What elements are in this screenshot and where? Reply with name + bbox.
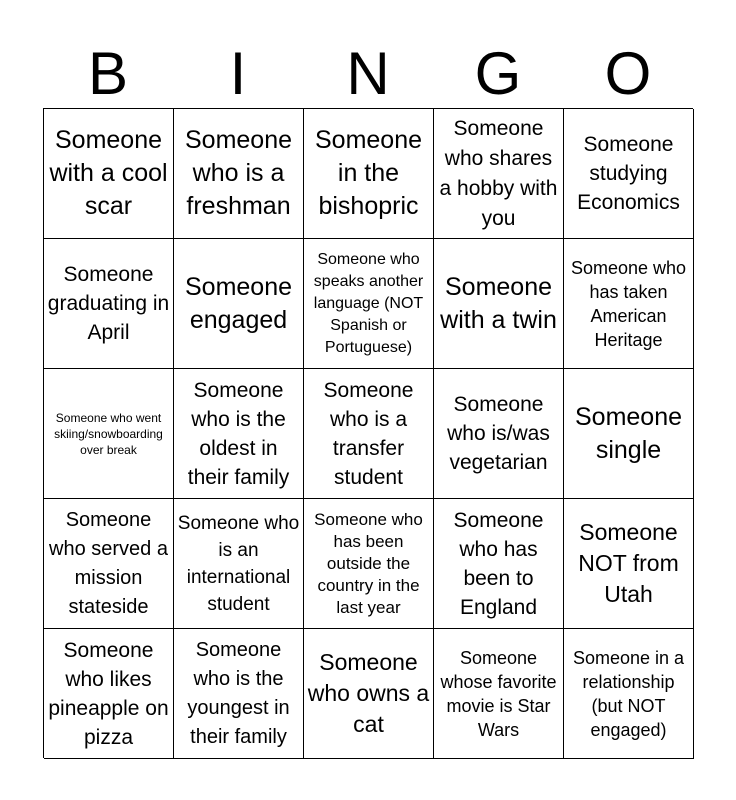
header-letter-o: O	[604, 40, 652, 107]
header-letter-i: I	[229, 40, 247, 107]
cell-text: Someone studying Economics	[577, 133, 680, 214]
cell-text: Someone who is a transfer student	[323, 378, 414, 489]
cell-text: Someone who has been outside the country in the last year	[314, 509, 423, 617]
bingo-cell-r3c1[interactable]	[44, 369, 174, 499]
cell-text: Someone graduating in April	[47, 263, 170, 344]
cell-text: Someone engaged	[184, 272, 293, 334]
bingo-cell-r1c1[interactable]	[44, 109, 174, 239]
cell-text: Someone who is the oldest in their family	[187, 378, 290, 489]
bingo-cell-r3c5[interactable]	[564, 369, 694, 499]
cell-text: Someone who has taken American Heritage	[570, 257, 687, 350]
cell-text: Someone in the bishopric	[314, 126, 423, 220]
bingo-cell-r1c5[interactable]	[564, 109, 694, 239]
bingo-cell-r2c3[interactable]	[304, 239, 434, 369]
cell-text: Someone who owns a cat	[307, 649, 430, 737]
bingo-cell-r1c4[interactable]	[434, 109, 564, 239]
bingo-header	[43, 40, 693, 108]
cell-text: Someone who is/was vegetarian	[447, 393, 550, 474]
cell-text: Someone who is the youngest in their family	[187, 638, 290, 748]
cell-text: Someone in a relationship (but NOT engaged)	[572, 647, 685, 740]
bingo-cell-r4c5[interactable]	[564, 499, 694, 629]
bingo-cell-r2c1[interactable]	[44, 239, 174, 369]
cell-text: Someone who is a freshman	[184, 126, 293, 220]
header-letter-n: N	[346, 40, 390, 107]
cell-text: Someone who has been to England	[453, 508, 544, 619]
cell-text: Someone with a cool scar	[49, 126, 168, 220]
bingo-cell-r4c4[interactable]	[434, 499, 564, 629]
bingo-cell-r5c2[interactable]	[174, 629, 304, 759]
bingo-cell-r2c4[interactable]	[434, 239, 564, 369]
bingo-cell-r5c4[interactable]	[434, 629, 564, 759]
bingo-cell-r1c3[interactable]	[304, 109, 434, 239]
cell-text: Someone who shares a hobby with you	[439, 116, 558, 230]
header-letter-b: B	[87, 40, 129, 107]
cell-text: Someone who speaks another language (NOT Spanish or Portuguese)	[313, 250, 424, 356]
bingo-cell-r5c5[interactable]	[564, 629, 694, 759]
bingo-cell-r3c4[interactable]	[434, 369, 564, 499]
cell-text: Someone single	[574, 402, 683, 464]
bingo-cell-r4c1[interactable]	[44, 499, 174, 629]
bingo-cell-r1c2[interactable]	[174, 109, 304, 239]
cell-text: Someone who went skiing/snowboarding over break	[54, 410, 163, 457]
cell-text: Someone who served a mission stateside	[49, 508, 168, 618]
bingo-cell-r3c3[interactable]	[304, 369, 434, 499]
bingo-cell-r5c1[interactable]	[44, 629, 174, 759]
header-letter-g: G	[474, 40, 522, 107]
bingo-cell-r2c5[interactable]	[564, 239, 694, 369]
cell-text: Someone NOT from Utah	[578, 519, 679, 607]
cell-text: Someone whose favorite movie is Star Wars	[440, 647, 557, 740]
cell-text: Someone who likes pineapple on pizza	[48, 638, 169, 749]
bingo-cell-r3c2[interactable]	[174, 369, 304, 499]
bingo-cell-r4c2[interactable]	[174, 499, 304, 629]
bingo-board	[43, 108, 693, 758]
bingo-cell-r4c3[interactable]	[304, 499, 434, 629]
cell-text: Someone who is an international student	[177, 512, 300, 615]
bingo-cell-r5c3[interactable]	[304, 629, 434, 759]
cell-text: Someone with a twin	[440, 272, 557, 334]
bingo-cell-r2c2[interactable]	[174, 239, 304, 369]
